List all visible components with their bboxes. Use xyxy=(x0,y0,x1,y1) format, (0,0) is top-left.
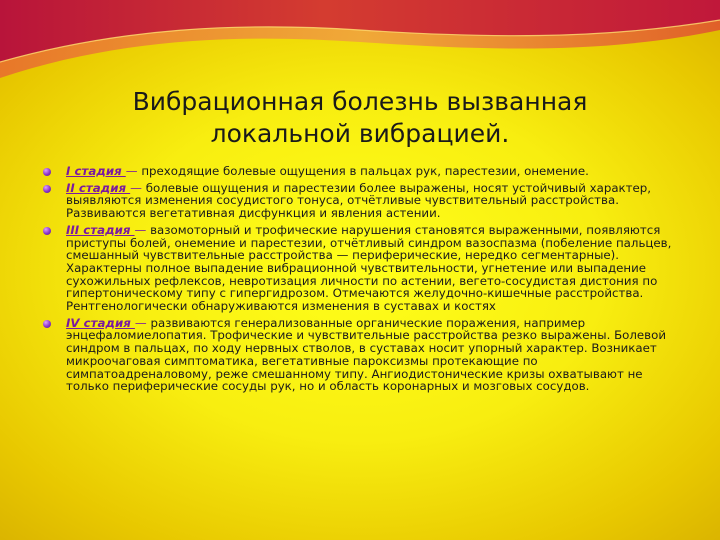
list-item-stage-3 xyxy=(40,224,680,313)
slide-title xyxy=(40,86,680,150)
stage-description: преходящие болевые ощущения в пальцах рук, парестезии, онемение. xyxy=(141,164,589,178)
title-line-1: Вибрационная болезнь вызванная xyxy=(132,87,588,116)
stage-description: развиваются генерализованные органические поражения, например энцефаломиелопатия. Трофические и чувствительные расстройства резко выражены. Болевой синдром в пальцах, по ходу нервных стволов, в суставах носит упорный характер. Возникает микроочаговая симптоматика, вегетативные пароксизмы протекающие по симпатоадреналовому, реже смешанному типу. Ангиодистонические кризы охватывают не только периферические сосуды рук, но и область коронарных и мозговых сосудов. xyxy=(66,315,667,394)
bullet-icon xyxy=(43,185,51,193)
stage-dash: — xyxy=(134,222,151,237)
stage-label: IV стадия xyxy=(66,315,135,330)
stage-dash: — xyxy=(130,180,146,195)
bullet-icon xyxy=(43,320,51,328)
list-item-stage-1 xyxy=(40,165,680,178)
stages-list xyxy=(40,165,680,397)
stage-description: болевые ощущения и парестезии более выражены, носят устойчивый характер, выявляются изменения сосудистого тонуса, отчётливые чувствительный расстройства. Развиваются вегетативная дисфункция и явления астении. xyxy=(66,180,652,221)
stage-label: III стадия xyxy=(66,222,135,237)
stage-dash: — xyxy=(125,164,142,178)
stage-dash: — xyxy=(134,315,151,330)
list-item-stage-2 xyxy=(40,182,680,220)
bullet-icon xyxy=(43,168,51,176)
list-item-stage-4 xyxy=(40,317,680,393)
stage-label: I стадия xyxy=(66,164,126,178)
decorative-top-wave xyxy=(0,0,720,100)
bullet-icon xyxy=(43,227,51,235)
stage-label: II стадия xyxy=(66,180,131,195)
title-line-2: локальной вибрацией. xyxy=(210,119,510,148)
stage-description: вазомоторный и трофические нарушения становятся выраженными, появляются приступы болей, онемение и парестезии, отчётливый синдром вазоспазма (побеление пальцев, смешанный чувствительные расстройства — периферические, нередко сегментарные). Характерны полное выпадение вибрационной чувствительности, угнетение или выпадение сухожильных рефлексов, невротизация личности по астении, вегето-сосудистая дистония по гипертоническому типу с гипергидрозом. Отмечаются желудочно-кишечные расстройства. Рентгенологически обнаруживаются изменения в суставах и костях xyxy=(66,222,672,314)
